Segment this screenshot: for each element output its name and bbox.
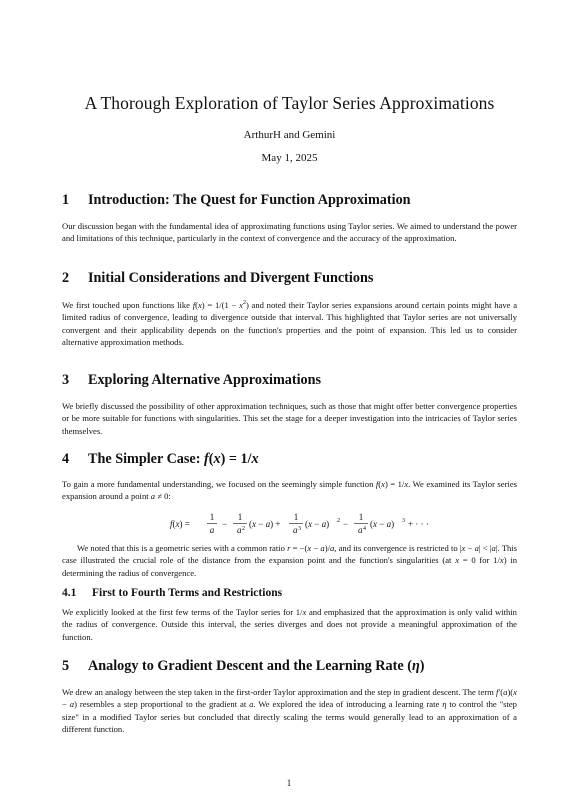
section-heading — [62, 192, 411, 209]
subsection-number: 4.1 — [62, 587, 77, 599]
svg-text:a: a — [293, 525, 298, 535]
section-title: The Simpler Case: f(x) = 1/x — [88, 451, 259, 467]
svg-text:2: 2 — [242, 526, 245, 532]
section-number: 5 — [62, 658, 70, 674]
section-number: 1 — [62, 192, 70, 208]
paper-date: May 1, 2025 — [261, 152, 318, 164]
section-heading — [62, 451, 259, 468]
svg-text:a: a — [358, 525, 363, 535]
svg-text:a: a — [209, 525, 215, 535]
subsection-title: First to Fourth Terms and Restrictions — [92, 587, 283, 599]
svg-text:+ · · ·: + · · · — [408, 519, 429, 529]
section-title: Initial Considerations and Divergent Functions — [88, 270, 374, 286]
section-number: 3 — [62, 372, 70, 388]
paper-title: A Thorough Exploration of Taylor Series Approximations — [84, 93, 495, 113]
section-paragraph: We first touched upon functions like $f(x) = 1/(1 - x^2)$ and noted their Taylor series expansions around certain points might have a limited radius of convergence, leading to divergence outside that interval. This highlighted that Taylor series are not universally convergent and their applicability depends on the function's properties and the point of expansion. This led us to consider alternative approximation methods. — [62, 299, 518, 348]
section-number: 4 — [62, 451, 70, 467]
section-heading — [62, 270, 373, 287]
svg-text:4: 4 — [363, 526, 366, 532]
svg-text:f(x) =: f(x) = — [170, 519, 190, 529]
section-heading — [62, 372, 321, 389]
section-paragraph: We drew an analogy between the step taken in the first-order Taylor approximation and the step in gradient descent. The term f′(a)(x − a) resembles a step proportional to the gradient at a. We explored the idea of introducing a learning rate η to control the "step size" in a modified Taylor series but concluded that directly scaling the terms would generally lead to an approximation of a different function. — [62, 687, 517, 735]
svg-text:3: 3 — [298, 526, 301, 532]
svg-text:2: 2 — [337, 518, 340, 524]
svg-text:3: 3 — [402, 518, 405, 524]
subsection-heading — [62, 587, 282, 599]
section-paragraph: We noted that this is a geometric series with a common ratio r = −(x − a)/a, and its convergence is restricted to |x − a| < |a|. This case illustrated the crucial role of the distance from the expansion point and the function's singularities (at x = 0 for 1/x) in determining the radius of convergence. — [62, 543, 517, 578]
section-number: 2 — [62, 270, 70, 286]
taylor-series-equation — [62, 510, 517, 538]
equation-graphic — [62, 510, 517, 540]
section-paragraph: Our discussion began with the fundamental idea of approximating functions using Taylor series. We aimed to understand the power and limitations of this technique, particularly in the context of convergence and the accuracy of the approximation. — [62, 221, 517, 244]
section-title: Analogy to Gradient Descent and the Learning Rate (η) — [88, 658, 425, 674]
section-paragraph: We briefly discussed the possibility of other approximation techniques, such as those that might offer better convergence properties or be more suitable for functions with singularities. This set the stage for a deeper investigation into the intricacies of Taylor series themselves. — [62, 401, 517, 436]
paper-authors: ArthurH and Gemini — [243, 129, 336, 141]
svg-text:1: 1 — [237, 512, 243, 522]
svg-text:1: 1 — [293, 512, 299, 522]
section-paragraph: We explicitly looked at the first few terms of the Taylor series for 1/x and emphasized that the approximation is only valid within the radius of convergence. Outside this interval, the series diverges and does not provide a meaningful approximation of the function. — [62, 607, 517, 642]
svg-text:1: 1 — [209, 512, 215, 522]
section-paragraph: To gain a more fundamental understanding, we focused on the seemingly simple function f(x) = 1/x. We examined its Taylor series expansion around a point a ≠ 0: — [62, 479, 517, 502]
svg-text:(x − a): (x − a) — [370, 519, 395, 529]
section-title: Exploring Alternative Approximations — [88, 372, 322, 388]
page-number: 1 — [286, 778, 292, 788]
svg-text:(x − a) +: (x − a) + — [249, 519, 281, 529]
svg-text:−: − — [222, 519, 228, 529]
section-title: Introduction: The Quest for Function Approximation — [88, 192, 411, 208]
svg-text:1: 1 — [358, 512, 364, 522]
svg-text:(x − a): (x − a) — [305, 519, 330, 529]
section-heading — [62, 658, 424, 675]
svg-text:a: a — [237, 525, 242, 535]
svg-text:−: − — [343, 519, 349, 529]
